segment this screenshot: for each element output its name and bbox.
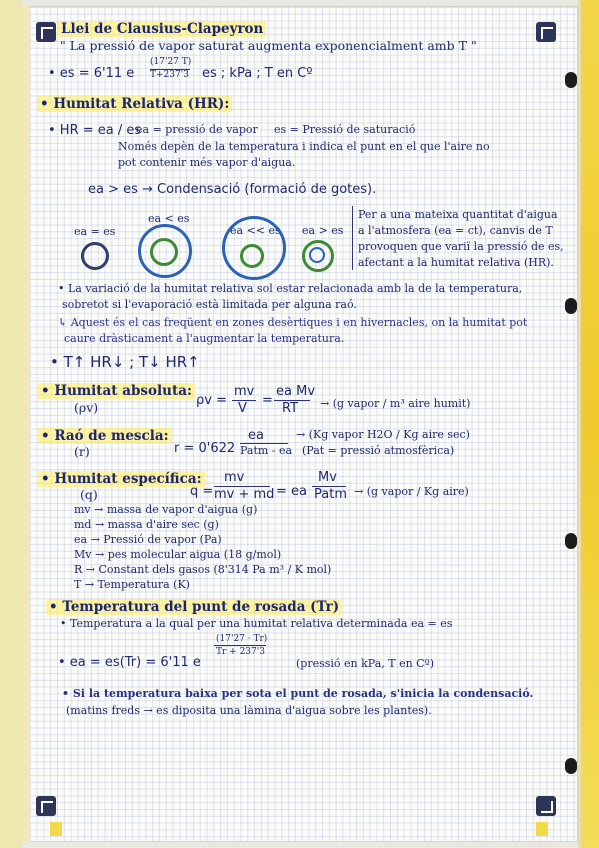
aquest-line1: ↳ Aquest és el cas freqüent en zones desèrtiques i en hivernacles, on la humitat pot [58,316,528,329]
clausius-formula: • es = 6'11 e [48,66,135,81]
abs-rhs-num: ea Mv [276,384,316,399]
variacio-line2: sobretot si l'evaporació està limitada per alguna raó. [62,298,357,311]
rm-num: ea [248,428,264,443]
he-f2-num: Mv [318,470,337,485]
fraction-bar [214,645,266,646]
rosada-exp-den: Tr + 237'3 [216,647,265,657]
rosada-note-line1: • Si la temperatura baixa per sota el punt de rosada, s'inicia la condensació. [62,687,534,700]
side-note: afectant a la humitat relativa (HR). [358,256,554,269]
circle-label: ea > es [302,224,344,237]
heading-punt-rosada: • Temperatura del punt de rosada (Tr) [46,599,342,615]
heading-humitat-relativa: • Humitat Relativa (HR): [37,96,232,112]
rosada-formula: • ea = es(Tr) = 6'11 e [58,655,201,670]
equals: = [262,393,273,408]
symbol-q: (q) [80,487,98,502]
he-f2-den: Patm [314,487,347,502]
yellow-tab-icon [50,822,62,836]
logo-bottom-left-icon [36,796,56,816]
he-f2-lhs: = ea [276,484,307,499]
he-f1-num: mv [224,470,245,485]
aquest-line2: caure dràsticament a l'augmentar la temperatura. [64,332,345,345]
yellow-tab-icon [536,822,548,836]
binder-edge [581,0,599,848]
binder-hole-icon [565,72,577,88]
hr-note-line1: Només depèn de la temperatura i indica el punt en el que l'aire no [118,140,490,153]
section-title: Llei de Clausius-Clapeyron [58,21,266,37]
logo-bottom-right-icon [536,796,556,816]
rosada-units: (pressió en kPa, T en Cº) [296,657,435,670]
binder-hole-icon [565,298,577,314]
abs-rhs-den: RT [282,401,299,416]
side-note: a l'atmosfera (ea = ct), canvis de T [358,224,553,237]
hr-note-line2: pot contenir més vapor d'aigua. [118,156,296,169]
hr-def-es: es = Pressió de saturació [274,123,416,136]
he-def: mv → massa de vapor d'aigua (g) [74,503,258,516]
paper-margin [22,6,30,842]
bracket-line [352,206,353,270]
abs-formula-lhs: ρv = [196,393,227,408]
he-def: Mv → pes molecular aigua (18 g/mol) [74,548,282,561]
he-def: T → Temperatura (K) [74,578,190,591]
rm-units: → (Kg vapor H2O / Kg aire sec) [296,428,470,441]
clausius-exp-numerator: (17'27 T) [150,57,192,67]
rosada-note-line2: (matins freds → es diposita una làmina d'aigua sobre les plantes). [66,704,432,717]
he-def: ea → Pressió de vapor (Pa) [74,533,222,546]
circle-label: ea < es [148,212,190,225]
law-quote: " La pressió de vapor saturat augmenta exponencialment amb T " [60,38,477,53]
logo-top-left-icon [36,22,56,42]
clausius-exp-denominator: T+237'3 [150,70,189,80]
abs-num: mv [234,384,255,399]
left-strip [0,0,22,848]
rosada-exp-num: (17'27 · Tr) [216,634,268,644]
circle-green-icon [150,238,178,266]
he-f1-den: mv + md [214,487,275,502]
he-formula-lhs: q = [190,484,214,499]
rosada-definition: • Temperatura a la qual per una humitat relativa determinada ea = es [60,617,453,630]
binder-hole-icon [565,533,577,549]
circle-label: ea = es [74,225,116,238]
circle-saturated-icon [81,242,109,270]
condensacio-rule: ea > es → Condensació (formació de gotes). [88,182,377,197]
temperature-arrows: • T↑ HR↓ ; T↓ HR↑ [50,353,200,371]
abs-units: → (g vapor / m³ aire humit) [320,397,471,410]
he-def: R → Constant dels gasos (8'314 Pa m³ / K mol) [74,563,332,576]
hr-formula: • HR = ea / es [48,123,142,138]
symbol-r: (r) [74,444,90,459]
he-def: md → massa d'aire sec (g) [74,518,219,531]
heading-humitat-absoluta: • Humitat absoluta: [38,383,195,399]
side-note: Per a una mateixa quantitat d'aigua [358,208,558,221]
side-note: provoquen que variï la pressió de es, [358,240,564,253]
circle-label: ea << es [230,224,281,237]
circle-inner-icon [309,247,325,263]
clausius-units: es ; kPa ; T en Cº [202,66,313,81]
rm-den: Patm - ea [240,444,293,457]
abs-den: V [238,401,247,416]
heading-humitat-especifica: • Humitat específica: [38,471,205,487]
binder-shadow [578,0,581,848]
logo-top-right-icon [536,22,556,42]
heading-ras-mescla: • Raó de mescla: [38,428,172,444]
binder-hole-icon [565,758,577,774]
rm-formula-lhs: r = 0'622 [174,441,236,456]
he-units: → (g vapor / Kg aire) [354,485,469,498]
variacio-line1: • La variació de la humitat relativa sol estar relacionada amb la de la temperatura, [58,282,523,295]
circle-small-green-icon [240,244,264,268]
rm-patm-note: (Pat = pressió atmosfèrica) [302,444,455,457]
hr-def-ea: ea = pressió de vapor [136,123,258,136]
symbol-rho: (ρv) [74,400,99,415]
